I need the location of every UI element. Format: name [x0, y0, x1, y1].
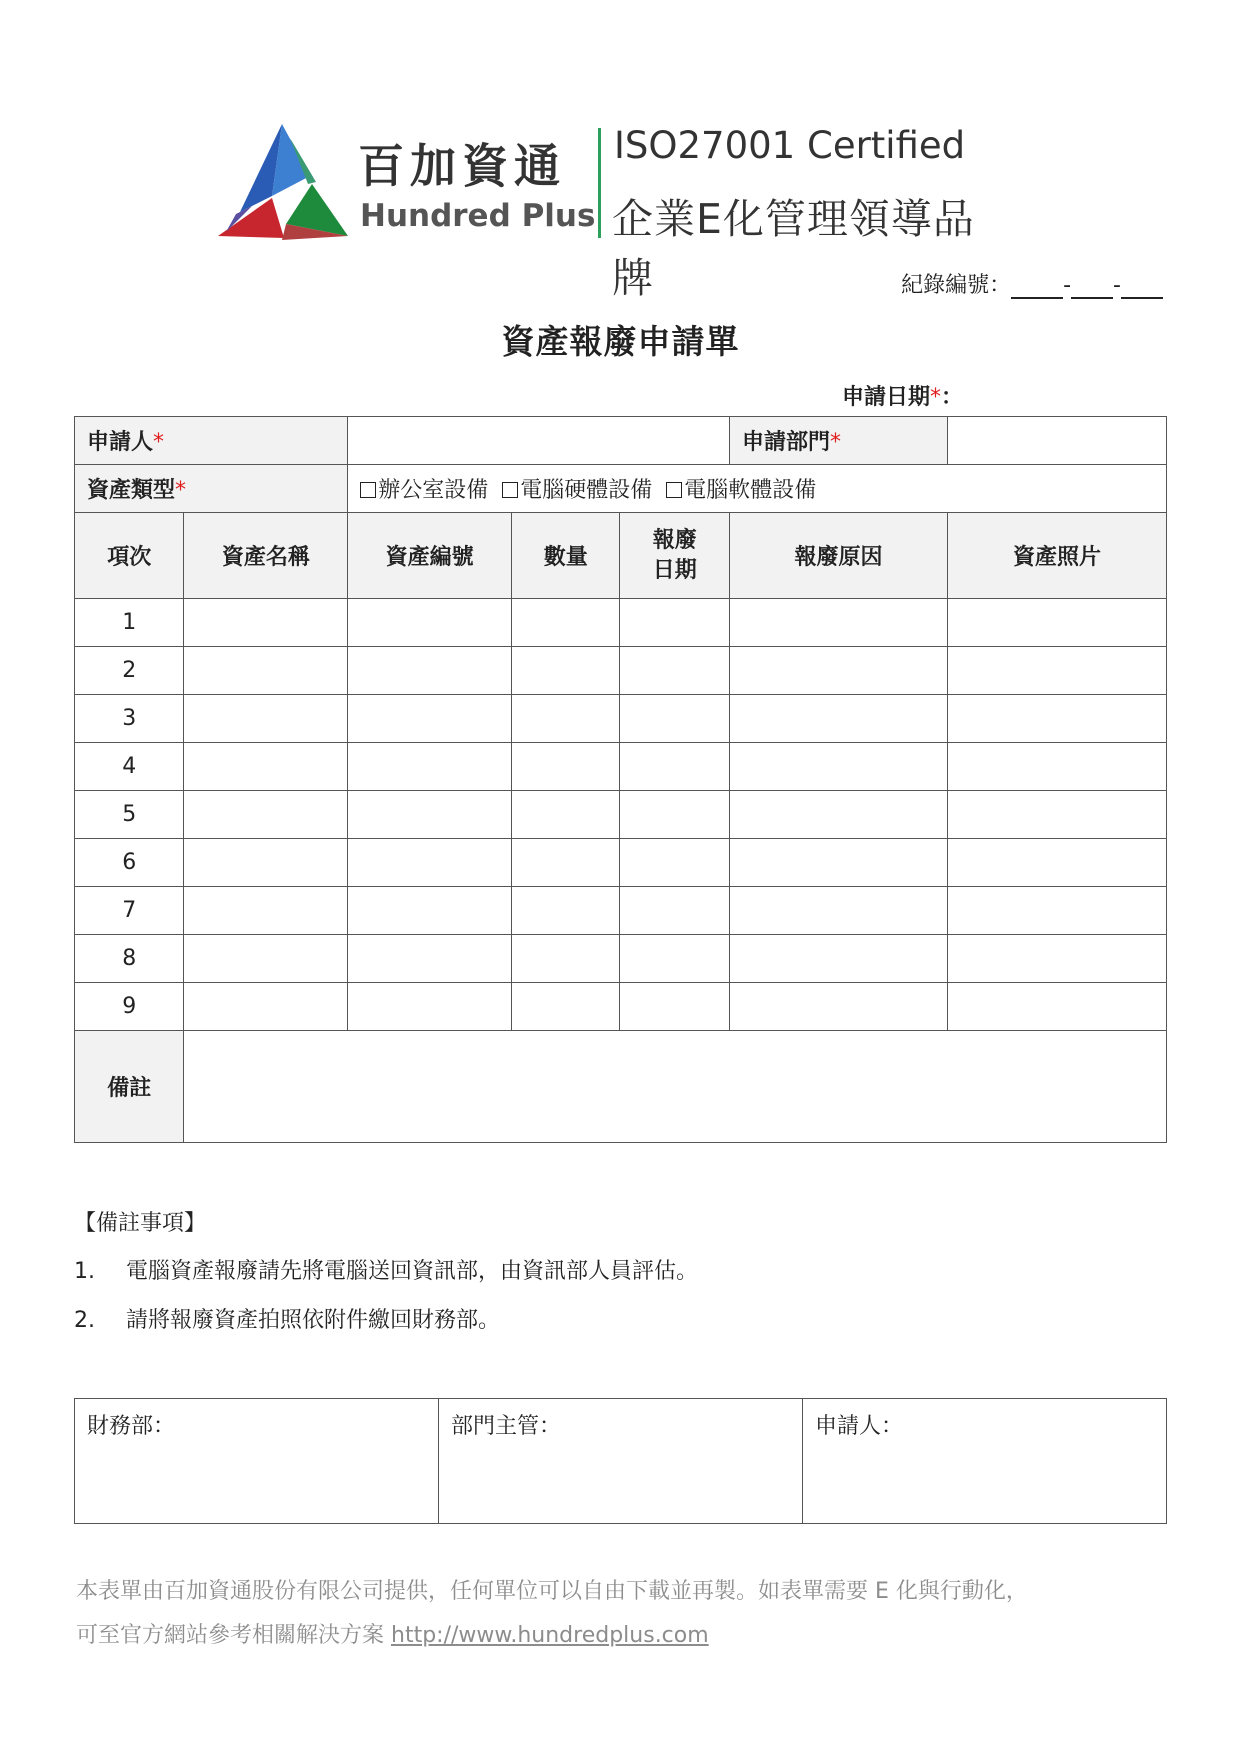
cell-scrap-date[interactable] [620, 743, 730, 791]
cell-quantity[interactable] [511, 935, 619, 983]
table-row [75, 743, 1167, 791]
cell-quantity[interactable] [511, 647, 619, 695]
cell-scrap-reason[interactable] [729, 695, 947, 743]
cell-asset-name[interactable] [184, 935, 348, 983]
cell-asset-photo[interactable] [947, 599, 1166, 647]
cell-scrap-reason[interactable] [729, 743, 947, 791]
signature-finance[interactable]: 財務部： [75, 1399, 439, 1524]
cell-asset-photo[interactable] [947, 647, 1166, 695]
iso-certification: ISO27001 Certified [614, 124, 966, 167]
cell-quantity[interactable] [511, 983, 619, 1031]
record-number-label: 紀錄編號： [901, 273, 1012, 298]
record-number-blank-1[interactable] [1011, 275, 1063, 299]
table-row [75, 935, 1167, 983]
cell-asset-name[interactable] [184, 743, 348, 791]
cell-asset-name[interactable] [184, 599, 348, 647]
row-number: 7 [75, 887, 184, 935]
header-asset-photo: 資產照片 [947, 513, 1166, 599]
notes-title: 【備註事項】 [74, 1211, 207, 1236]
cell-asset-name[interactable] [184, 887, 348, 935]
applicant-label: 申請人* [75, 417, 348, 465]
header-item: 項次 [75, 513, 184, 599]
brand-slogan: 企業E化管理領導品牌 [612, 195, 975, 302]
remarks-label: 備註 [75, 1031, 184, 1143]
cell-scrap-reason[interactable] [729, 791, 947, 839]
table-row [75, 695, 1167, 743]
cell-asset-number[interactable] [348, 887, 512, 935]
cell-scrap-reason[interactable] [729, 935, 947, 983]
footer-line-2: 可至官方網站參考相關解決方案 http://www.hundredplus.com [76, 1623, 709, 1648]
footer-note [76, 1570, 1176, 1658]
signature-applicant[interactable]: 申請人： [803, 1399, 1167, 1524]
cell-asset-number[interactable] [348, 935, 512, 983]
signature-table [74, 1398, 1167, 1524]
department-label: 申請部門* [729, 417, 947, 465]
cell-asset-number[interactable] [348, 599, 512, 647]
cell-asset-number[interactable] [348, 983, 512, 1031]
cell-scrap-reason[interactable] [729, 839, 947, 887]
cell-asset-photo[interactable] [947, 791, 1166, 839]
cell-scrap-date[interactable] [620, 791, 730, 839]
cell-scrap-date[interactable] [620, 935, 730, 983]
cell-asset-name[interactable] [184, 839, 348, 887]
brand-name-cn: 百加資通 [358, 139, 566, 193]
row-number: 1 [75, 599, 184, 647]
checkbox-icon [502, 482, 518, 498]
header-quantity: 數量 [511, 513, 619, 599]
cell-scrap-date[interactable] [620, 887, 730, 935]
cell-quantity[interactable] [511, 743, 619, 791]
cell-scrap-date[interactable] [620, 839, 730, 887]
cell-asset-name[interactable] [184, 791, 348, 839]
cell-asset-photo[interactable] [947, 983, 1166, 1031]
checkbox-computer-software[interactable]: 電腦軟體設備 [666, 478, 816, 503]
cell-quantity[interactable] [511, 791, 619, 839]
triangle-logo-icon [212, 120, 352, 248]
cell-scrap-reason[interactable] [729, 983, 947, 1031]
row-number: 5 [75, 791, 184, 839]
cell-scrap-date[interactable] [620, 647, 730, 695]
checkbox-computer-hardware[interactable]: 電腦硬體設備 [502, 478, 652, 503]
asset-scrap-table [74, 416, 1167, 1143]
footer-line-1: 本表單由百加資通股份有限公司提供，任何單位可以自由下載並再製。如表單需要 E 化與行動化， [76, 1579, 1028, 1604]
cell-asset-number[interactable] [348, 839, 512, 887]
cell-scrap-reason[interactable] [729, 887, 947, 935]
cell-asset-name[interactable] [184, 983, 348, 1031]
cell-asset-photo[interactable] [947, 695, 1166, 743]
checkbox-icon [360, 482, 376, 498]
note-item: 1. 電腦資產報廢請先將電腦送回資訊部，由資訊部人員評估。 [74, 1259, 699, 1284]
cell-quantity[interactable] [511, 695, 619, 743]
cell-asset-photo[interactable] [947, 935, 1166, 983]
page-title: 資產報廢申請單 [501, 322, 740, 361]
row-number: 9 [75, 983, 184, 1031]
asset-type-label: 資產類型* [75, 465, 348, 513]
apply-date-label: 申請日期*： [842, 385, 964, 410]
cell-scrap-date[interactable] [620, 599, 730, 647]
cell-scrap-date[interactable] [620, 695, 730, 743]
department-field[interactable] [947, 417, 1166, 465]
table-row [75, 647, 1167, 695]
brand-name-en: Hundred Plus [360, 198, 596, 234]
signature-manager[interactable]: 部門主管： [439, 1399, 803, 1524]
cell-quantity[interactable] [511, 839, 619, 887]
cell-asset-number[interactable] [348, 647, 512, 695]
cell-asset-number[interactable] [348, 791, 512, 839]
table-row [75, 983, 1167, 1031]
row-number: 6 [75, 839, 184, 887]
required-mark: * [930, 385, 942, 410]
record-number-blank-2[interactable] [1071, 275, 1113, 299]
logo-divider [598, 128, 601, 238]
header-scrap-reason: 報廢原因 [729, 513, 947, 599]
table-row [75, 839, 1167, 887]
record-number-blank-3[interactable] [1121, 275, 1163, 299]
cell-scrap-date[interactable] [620, 983, 730, 1031]
cell-quantity[interactable] [511, 599, 619, 647]
cell-quantity[interactable] [511, 887, 619, 935]
cell-scrap-reason[interactable] [729, 599, 947, 647]
cell-asset-name[interactable] [184, 695, 348, 743]
header-asset-number: 資產編號 [348, 513, 512, 599]
header-asset-name: 資產名稱 [184, 513, 348, 599]
website-link[interactable]: http://www.hundredplus.com [391, 1623, 709, 1648]
header-scrap-date: 報廢 日期 [620, 513, 730, 599]
cell-asset-name[interactable] [184, 647, 348, 695]
table-row [75, 887, 1167, 935]
checkbox-office-equipment[interactable]: 辦公室設備 [360, 478, 488, 503]
note-item: 2. 請將報廢資產拍照依附件繳回財務部。 [74, 1308, 501, 1333]
row-number: 8 [75, 935, 184, 983]
cell-asset-number[interactable] [348, 695, 512, 743]
record-number: 紀錄編號： - - [901, 268, 1163, 299]
row-number: 2 [75, 647, 184, 695]
cell-asset-photo[interactable] [947, 839, 1166, 887]
checkbox-icon [666, 482, 682, 498]
cell-asset-photo[interactable] [947, 743, 1166, 791]
asset-type-options [348, 465, 1167, 513]
row-number: 3 [75, 695, 184, 743]
cell-scrap-reason[interactable] [729, 647, 947, 695]
table-row [75, 791, 1167, 839]
cell-asset-photo[interactable] [947, 887, 1166, 935]
remarks-field[interactable] [184, 1031, 1167, 1143]
applicant-field[interactable] [348, 417, 730, 465]
table-row [75, 599, 1167, 647]
row-number: 4 [75, 743, 184, 791]
cell-asset-number[interactable] [348, 743, 512, 791]
